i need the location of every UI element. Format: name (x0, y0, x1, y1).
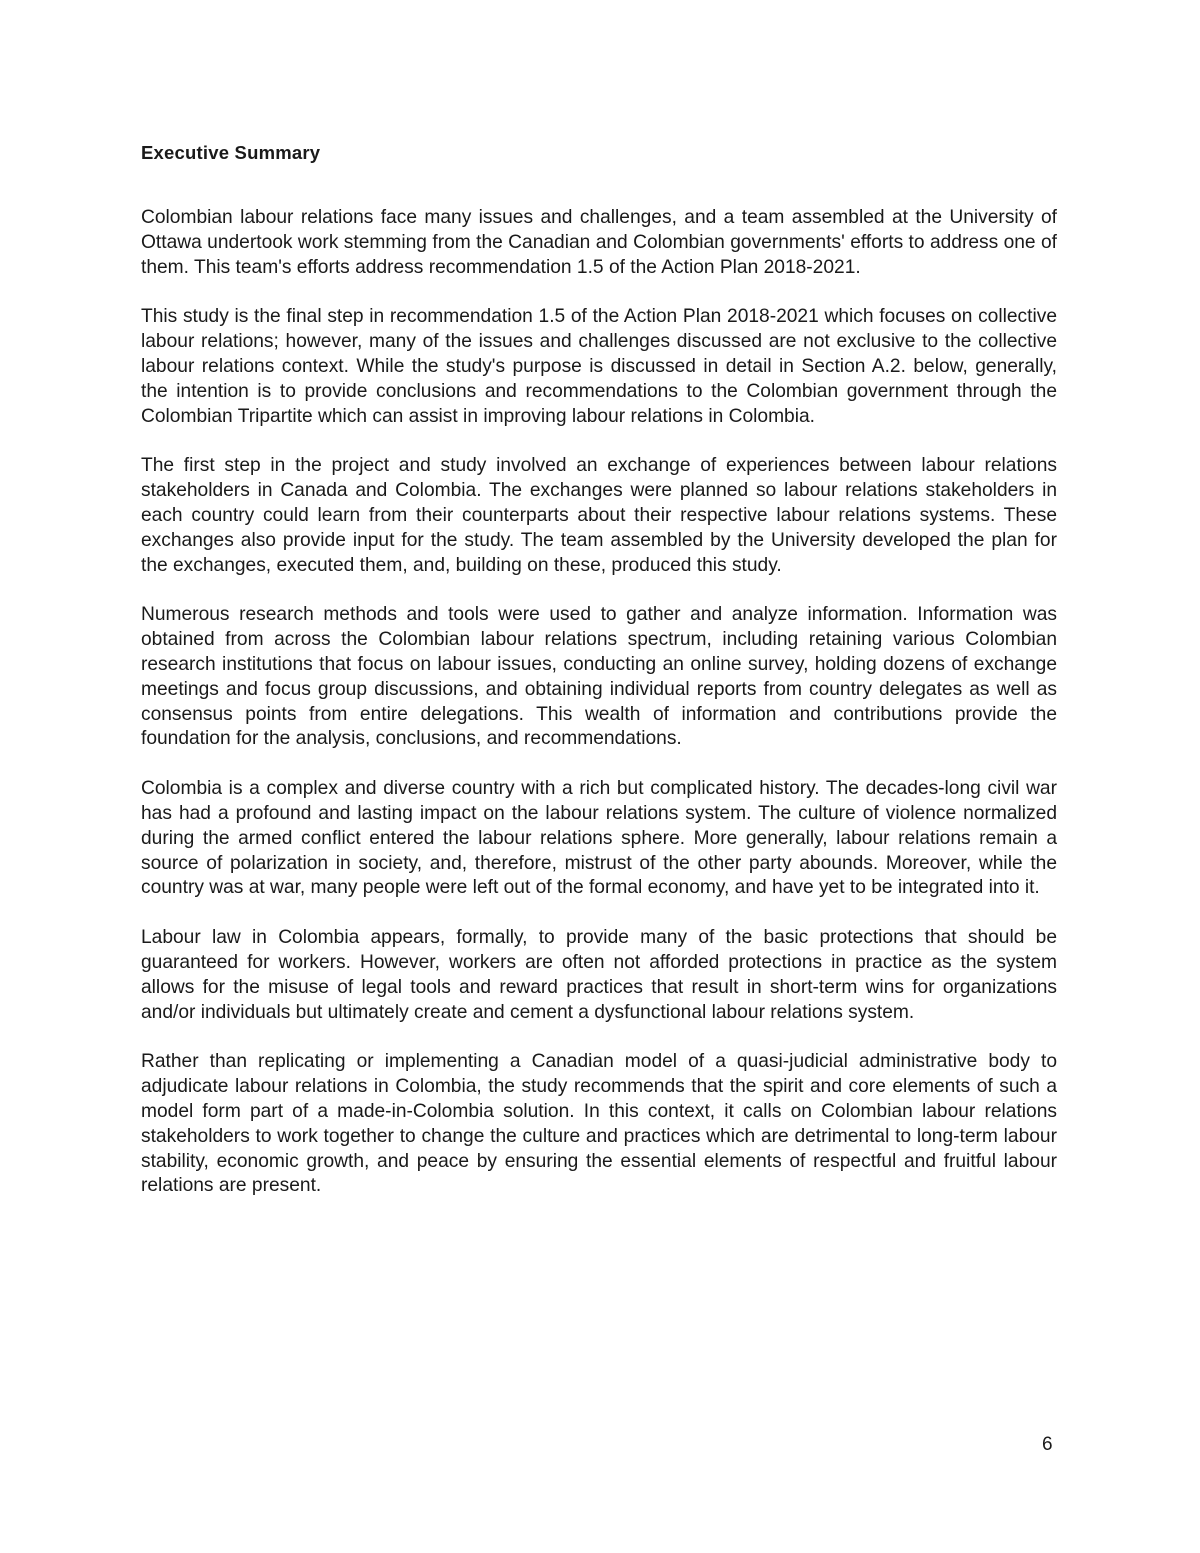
paragraph: This study is the final step in recommendation 1.5 of the Action Plan 2018-2021 which focuses on collective labour relations; however, many of the issues and challenges discussed are not exclusive to the collective labour relations context. While the study's purpose is discussed in detail in Section A.2. below, generally, the intention is to provide conclusions and recommendations to the Colombian government through the Colombian Tripartite which can assist in improving labour relations in Colombia. (141, 306, 1057, 427)
body-text (141, 206, 1057, 1224)
paragraph: Numerous research methods and tools were used to gather and analyze information. Information was obtained from across the Colombian labour relations spectrum, including retaining various Colombian research institutions that focus on labour issues, conducting an online survey, holding dozens of exchange meetings and focus group discussions, and obtaining individual reports from country delegates as well as consensus points from entire delegations. This wealth of information and contributions provide the foundation for the analysis, conclusions, and recommendations. (141, 604, 1057, 750)
section-heading: Executive Summary (141, 142, 321, 163)
paragraph: Labour law in Colombia appears, formally, to provide many of the basic protections that should be guaranteed for workers. However, workers are often not afforded protections in practice as the system allows for the misuse of legal tools and reward practices that result in short-term wins for organizations and/or individuals but ultimately create and cement a dysfunctional labour relations system. (141, 927, 1057, 1023)
paragraph: Colombian labour relations face many issues and challenges, and a team assembled at the University of Ottawa undertook work stemming from the Canadian and Colombian governments' efforts to address one of them. This team's efforts address recommendation 1.5 of the Action Plan 2018-2021. (141, 207, 1057, 278)
paragraph: Rather than replicating or implementing a Canadian model of a quasi-judicial administrative body to adjudicate labour relations in Colombia, the study recommends that the spirit and core elements of such a model form part of a made-in-Colombia solution. In this context, it calls on Colombian labour relations stakeholders to work together to change the culture and practices which are detrimental to long-term labour stability, economic growth, and peace by ensuring the essential elements of respectful and fruitful labour relations are present. (141, 1051, 1057, 1197)
paragraph: Colombia is a complex and diverse country with a rich but complicated history. The decades-long civil war has had a profound and lasting impact on the labour relations system. The culture of violence normalized during the armed conflict entered the labour relations sphere. More generally, labour relations remain a source of polarization in society, and, therefore, mistrust of the other party abounds. Moreover, while the country was at war, many people were left out of the formal economy, and have yet to be integrated into it. (141, 778, 1057, 899)
page-number: 6 (1042, 1434, 1053, 1455)
paragraph: The first step in the project and study involved an exchange of experiences between labour relations stakeholders in Canada and Colombia. The exchanges were planned so labour relations stakeholders in each country could learn from their counterparts about their respective labour relations systems. These exchanges also provide input for the study. The team assembled by the University developed the plan for the exchanges, executed them, and, building on these, produced this study. (141, 455, 1057, 576)
